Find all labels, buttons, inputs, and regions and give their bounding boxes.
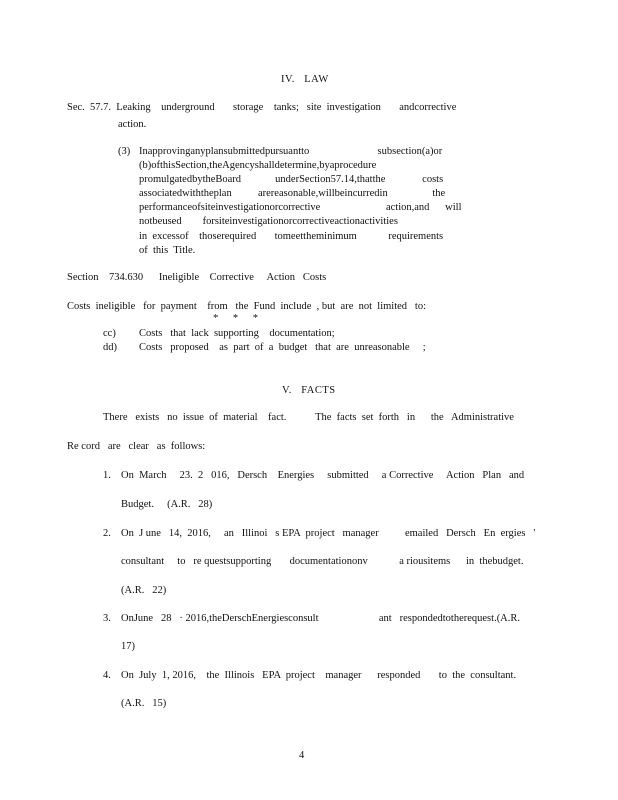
fact-number: 2. [103,528,111,539]
section-omission-stars: * * * [213,313,264,324]
sec-57-7-item-line: associatedwiththeplan arereasonable,willbeincurredin the [139,188,446,199]
fact-line: On J une 14, 2016, an Illinoi s EPA project manager emailed Dersch En ergies ' [121,528,536,539]
facts-heading: V. FACTS [282,385,336,396]
fact-line: OnJune 28 · 2016,theDerschEnergiesconsult ant respondedtotherequest.(A.R. [121,613,521,624]
sec-734-630-intro: Costs ineligible for payment from the Fund include , but are not limited to: [67,301,426,312]
sec-734-item-number: cc) [103,328,116,339]
fact-line: 17) [121,641,135,652]
sec-734-item-number: dd) [103,342,117,353]
sec-57-7-title-line-2: action. [118,119,147,130]
sec-57-7-item-line: notbeused forsiteinvestigationorcorrectiveactionactivities [139,216,398,227]
sec-734-item-text: Costs that lack supporting documentation; [139,328,335,339]
sec-57-7-item-line: Inapprovinganyplansubmittedpursuantto subsection(a)or [139,146,443,157]
fact-line: On March 23. 2 016, Dersch Energies submitted a Corrective Action Plan and [121,470,525,481]
law-heading: IV. LAW [281,74,329,85]
sec-57-7-item-line: promulgatedbytheBoard underSection57.14,thatthe costs [139,174,444,185]
fact-line: (A.R. 15) [121,698,167,709]
fact-line: (A.R. 22) [121,585,167,596]
fact-line: On July 1, 2016, the Illinois EPA project manager responded to the consultant. [121,670,517,681]
sec-57-7-item-line: of this Title. [139,245,196,256]
sec-734-item-text: Costs proposed as part of a budget that are unreasonable ; [139,342,426,353]
fact-number: 4. [103,670,111,681]
fact-number: 3. [103,613,111,624]
sec-734-630-title: Section 734.630 Ineligible Corrective Action Costs [67,272,327,283]
sec-57-7-item-line: in excessof thoserequired tomeettheminimum requirements [139,231,444,242]
fact-line: consultant to re questsupporting documentationonv a riousitems in thebudget. [121,556,524,567]
sec-57-7-title-line-1: Sec. 57.7. Leaking underground storage tanks; site investigation andcorrective [67,102,457,113]
sec-57-7-item-line: performanceofsiteinvestigationorcorrective action,and will [139,202,462,213]
sec-57-7-item-line: (b)ofthisSection,theAgencyshalldetermine,byaprocedure [139,160,377,171]
fact-number: 1. [103,470,111,481]
facts-intro-line-1: There exists no issue of material fact. The facts set forth in the Administrative [103,412,514,423]
fact-line: Budget. (A.R. 28) [121,499,213,510]
sec-57-7-item-number: (3) [118,146,131,157]
page-number: 4 [299,750,305,761]
facts-intro-line-2: Re cord are clear as follows: [67,441,206,452]
